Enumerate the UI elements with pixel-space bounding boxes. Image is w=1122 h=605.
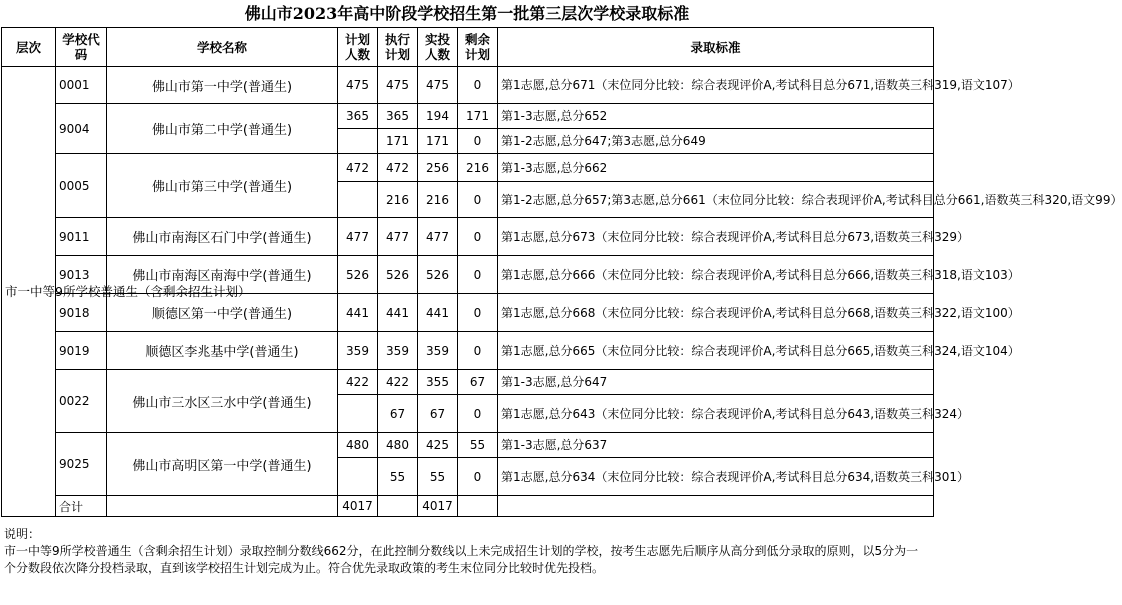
school-name: 佛山市高明区第一中学(普通生) <box>107 433 338 496</box>
page-title: 佛山市2023年高中阶段学校招生第一批第三层次学校录取标准 <box>244 4 690 23</box>
notes-heading: 说明： <box>4 527 41 541</box>
actual-count: 55 <box>418 458 458 496</box>
notes <box>1 526 933 577</box>
school-code: 9013 <box>56 256 107 294</box>
exec-count: 422 <box>378 370 418 395</box>
plan-count-empty <box>338 395 378 433</box>
remain-count: 171 <box>458 104 498 129</box>
actual-count: 441 <box>418 294 458 332</box>
header-standard: 录取标准 <box>498 28 934 67</box>
admission-standard: 第1志愿,总分666（末位同分比较：综合表现评价A,考试科目总分666,语数英三科318,语文103） <box>498 256 934 294</box>
exec-count: 477 <box>378 218 418 256</box>
remain-count: 55 <box>458 433 498 458</box>
admission-standard: 第1-2志愿,总分657;第3志愿,总分661（末位同分比较：综合表现评价A,考试科目总分661,语数英三科320,语文99） <box>498 182 934 218</box>
remain-count: 0 <box>458 294 498 332</box>
school-name: 佛山市第一中学(普通生) <box>107 67 338 104</box>
plan-count-empty <box>338 458 378 496</box>
total-exec-empty <box>378 496 418 517</box>
actual-count: 67 <box>418 395 458 433</box>
school-name: 佛山市第二中学(普通生) <box>107 104 338 154</box>
plan-count: 477 <box>338 218 378 256</box>
exec-count: 171 <box>378 129 418 154</box>
total-standard-empty <box>498 496 934 517</box>
admission-standard: 第1志愿,总分643（末位同分比较：综合表现评价A,考试科目总分643,语数英三科324） <box>498 395 934 433</box>
admission-standard: 第1志愿,总分671（末位同分比较：综合表现评价A,考试科目总分671,语数英三科319,语文107） <box>498 67 934 104</box>
total-actual: 4017 <box>418 496 458 517</box>
exec-count: 216 <box>378 182 418 218</box>
remain-count: 0 <box>458 182 498 218</box>
plan-count: 526 <box>338 256 378 294</box>
total-name-empty <box>107 496 338 517</box>
remain-count: 216 <box>458 154 498 182</box>
exec-count: 472 <box>378 154 418 182</box>
plan-count: 422 <box>338 370 378 395</box>
school-code: 9004 <box>56 104 107 154</box>
remain-count: 0 <box>458 67 498 104</box>
exec-count: 526 <box>378 256 418 294</box>
exec-count: 365 <box>378 104 418 129</box>
plan-count: 472 <box>338 154 378 182</box>
remain-count: 0 <box>458 332 498 370</box>
school-name: 佛山市南海区石门中学(普通生) <box>107 218 338 256</box>
school-name: 顺德区李兆基中学(普通生) <box>107 332 338 370</box>
actual-count: 526 <box>418 256 458 294</box>
plan-count: 480 <box>338 433 378 458</box>
plan-count: 441 <box>338 294 378 332</box>
admission-standard: 第1志愿,总分665（末位同分比较：综合表现评价A,考试科目总分665,语数英三科324,语文104） <box>498 332 934 370</box>
exec-count: 480 <box>378 433 418 458</box>
notes-body: 市一中等9所学校普通生（含剩余招生计划）录取控制分数线662分，在此控制分数线以上未完成招生计划的学校，按考生志愿先后顺序从高分到低分录取的原则，以5分为一个分数段依次降分投档录取，直到该学校招生计划完成为止。符合优先录取政策的考生末位同分比较时优先投档。 <box>4 544 919 575</box>
plan-count-empty <box>338 129 378 154</box>
header-plan: 计划人数 <box>338 28 378 67</box>
exec-count: 55 <box>378 458 418 496</box>
header-level: 层次 <box>2 28 56 67</box>
exec-count: 67 <box>378 395 418 433</box>
school-name: 顺德区第一中学(普通生) <box>107 294 338 332</box>
header-row <box>2 28 934 67</box>
header-remain: 剩余计划 <box>458 28 498 67</box>
exec-count: 441 <box>378 294 418 332</box>
total-remain-empty <box>458 496 498 517</box>
school-code: 9018 <box>56 294 107 332</box>
level-cell: 市一中等9所学校普通生（含剩余招生计划） <box>2 67 56 517</box>
plan-count-empty <box>338 182 378 218</box>
table-row <box>2 370 934 395</box>
actual-count: 475 <box>418 67 458 104</box>
table-row <box>2 218 934 256</box>
admission-standard: 第1-3志愿,总分662 <box>498 154 934 182</box>
total-plan: 4017 <box>338 496 378 517</box>
admission-standard: 第1-3志愿,总分652 <box>498 104 934 129</box>
actual-count: 355 <box>418 370 458 395</box>
remain-count: 0 <box>458 256 498 294</box>
table-row <box>2 433 934 458</box>
school-code: 0001 <box>56 67 107 104</box>
header-code: 学校代码 <box>56 28 107 67</box>
admission-standard: 第1志愿,总分634（末位同分比较：综合表现评价A,考试科目总分634,语数英三科301） <box>498 458 934 496</box>
actual-count: 425 <box>418 433 458 458</box>
table-row <box>2 154 934 182</box>
admission-standard: 第1志愿,总分673（末位同分比较：综合表现评价A,考试科目总分673,语数英三科329） <box>498 218 934 256</box>
actual-count: 477 <box>418 218 458 256</box>
actual-count: 216 <box>418 182 458 218</box>
school-code: 9025 <box>56 433 107 496</box>
school-name: 佛山市三水区三水中学(普通生) <box>107 370 338 433</box>
remain-count: 67 <box>458 370 498 395</box>
school-name: 佛山市第三中学(普通生) <box>107 154 338 218</box>
school-code: 0022 <box>56 370 107 433</box>
plan-count: 475 <box>338 67 378 104</box>
actual-count: 256 <box>418 154 458 182</box>
exec-count: 475 <box>378 67 418 104</box>
remain-count: 0 <box>458 129 498 154</box>
admission-standard: 第1-2志愿,总分647;第3志愿,总分649 <box>498 129 934 154</box>
admission-standard: 第1志愿,总分668（末位同分比较：综合表现评价A,考试科目总分668,语数英三科322,语文100） <box>498 294 934 332</box>
school-code: 0005 <box>56 154 107 218</box>
table-row <box>2 332 934 370</box>
table-row <box>2 67 934 104</box>
admission-table <box>1 27 1122 517</box>
remain-count: 0 <box>458 218 498 256</box>
school-code: 9019 <box>56 332 107 370</box>
header-exec: 执行计划 <box>378 28 418 67</box>
actual-count: 171 <box>418 129 458 154</box>
table-row <box>2 104 934 129</box>
admission-standard: 第1-3志愿,总分637 <box>498 433 934 458</box>
table-row <box>2 294 934 332</box>
header-actual: 实投人数 <box>418 28 458 67</box>
header-name: 学校名称 <box>107 28 338 67</box>
actual-count: 194 <box>418 104 458 129</box>
remain-count: 0 <box>458 458 498 496</box>
actual-count: 359 <box>418 332 458 370</box>
plan-count: 359 <box>338 332 378 370</box>
admission-standard: 第1-3志愿,总分647 <box>498 370 934 395</box>
plan-count: 365 <box>338 104 378 129</box>
exec-count: 359 <box>378 332 418 370</box>
total-row <box>2 496 934 517</box>
total-label: 合计 <box>56 496 107 517</box>
school-code: 9011 <box>56 218 107 256</box>
remain-count: 0 <box>458 395 498 433</box>
school-name: 佛山市南海区南海中学(普通生) <box>107 256 338 294</box>
